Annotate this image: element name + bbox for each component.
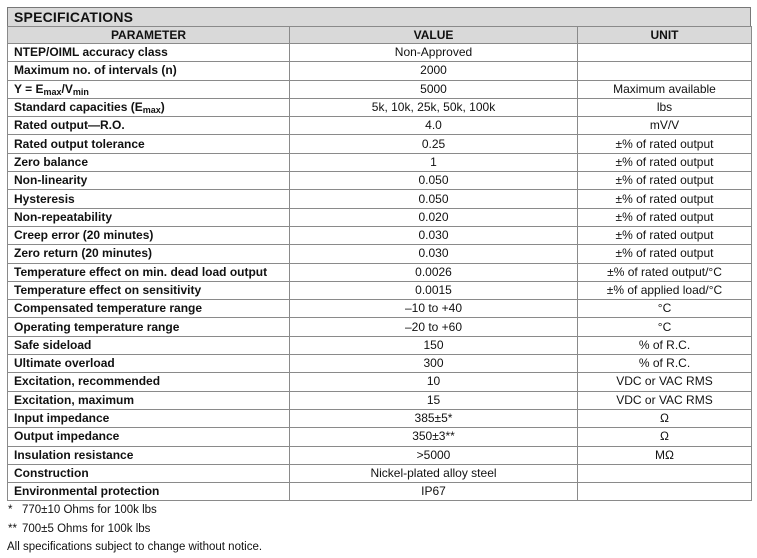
row-unit xyxy=(578,44,752,62)
footnote-text: 770±10 Ohms for 100k lbs xyxy=(22,504,157,516)
table-body xyxy=(8,44,752,501)
specifications-panel xyxy=(7,7,751,501)
footnote-2 xyxy=(8,522,150,537)
row-value: 1 xyxy=(290,153,578,171)
row-value: 0.0015 xyxy=(290,281,578,299)
table-row xyxy=(8,300,752,318)
table-row xyxy=(8,190,752,208)
table-row xyxy=(8,172,752,190)
row-unit: ±% of rated output xyxy=(578,208,752,226)
row-value: 2000 xyxy=(290,62,578,80)
row-parameter: $Y = E_{max}/V_{min}$ xyxy=(8,80,290,98)
table-row xyxy=(8,336,752,354)
column-header-value: VALUE xyxy=(290,27,578,44)
row-unit: ±% of rated output xyxy=(578,172,752,190)
row-value: 150 xyxy=(290,336,578,354)
row-unit: Ω xyxy=(578,428,752,446)
row-parameter: Safe sideload xyxy=(8,336,290,354)
row-value: 5k, 10k, 25k, 50k, 100k xyxy=(290,98,578,116)
row-unit: Ω xyxy=(578,409,752,427)
row-parameter: Temperature effect on sensitivity xyxy=(8,281,290,299)
table-row xyxy=(8,245,752,263)
footnote-text: 700±5 Ohms for 100k lbs xyxy=(22,523,151,535)
row-parameter: Hysteresis xyxy=(8,190,290,208)
table-row xyxy=(8,446,752,464)
footnote-mark: * xyxy=(8,504,13,516)
table-row xyxy=(8,281,752,299)
row-unit: VDC or VAC RMS xyxy=(578,391,752,409)
row-value: Nickel-plated alloy steel xyxy=(290,464,578,482)
row-value: –20 to +60 xyxy=(290,318,578,336)
table-row xyxy=(8,226,752,244)
specifications-table xyxy=(7,26,752,501)
table-row xyxy=(8,464,752,482)
table-row xyxy=(8,153,752,171)
table-row xyxy=(8,483,752,501)
row-parameter: Non-repeatability xyxy=(8,208,290,226)
row-unit xyxy=(578,62,752,80)
row-parameter: Excitation, recommended xyxy=(8,373,290,391)
row-unit: VDC or VAC RMS xyxy=(578,373,752,391)
row-value: 300 xyxy=(290,355,578,373)
row-unit: lbs xyxy=(578,98,752,116)
row-value: 15 xyxy=(290,391,578,409)
row-value: 0.030 xyxy=(290,226,578,244)
table-row xyxy=(8,117,752,135)
row-unit: ±% of rated output xyxy=(578,245,752,263)
row-value: 385±5* xyxy=(290,409,578,427)
table-row xyxy=(8,355,752,373)
row-parameter: Rated output—R.O. xyxy=(8,117,290,135)
row-unit: °C xyxy=(578,318,752,336)
row-unit: °C xyxy=(578,300,752,318)
table-row xyxy=(8,318,752,336)
row-parameter: Maximum no. of intervals (n) xyxy=(8,62,290,80)
row-value: 0.0026 xyxy=(290,263,578,281)
row-parameter: Insulation resistance xyxy=(8,446,290,464)
table-row xyxy=(8,62,752,80)
row-unit: ±% of rated output xyxy=(578,135,752,153)
table-row xyxy=(8,44,752,62)
table-row xyxy=(8,98,752,116)
row-parameter: Standard capacities $(E_{max})$ xyxy=(8,98,290,116)
table-header-row xyxy=(8,27,752,44)
disclaimer: All specifications subject to change without notice. xyxy=(7,541,263,553)
row-value: 10 xyxy=(290,373,578,391)
table-row xyxy=(8,263,752,281)
row-parameter: Creep error (20 minutes) xyxy=(8,226,290,244)
row-parameter: Rated output tolerance xyxy=(8,135,290,153)
row-value: 4.0 xyxy=(290,117,578,135)
row-unit: ±% of applied load/°C xyxy=(578,281,752,299)
row-value: >5000 xyxy=(290,446,578,464)
specifications-title: SPECIFICATIONS xyxy=(14,9,134,25)
row-parameter: Temperature effect on min. dead load output xyxy=(8,263,290,281)
table-row xyxy=(8,135,752,153)
row-parameter: Operating temperature range xyxy=(8,318,290,336)
column-header-unit: UNIT xyxy=(578,27,752,44)
row-unit xyxy=(578,483,752,501)
row-parameter: Excitation, maximum xyxy=(8,391,290,409)
table-row xyxy=(8,208,752,226)
row-parameter: Output impedance xyxy=(8,428,290,446)
row-value: 0.050 xyxy=(290,190,578,208)
row-unit: Maximum available xyxy=(578,80,752,98)
row-value: 0.050 xyxy=(290,172,578,190)
row-unit: mV/V xyxy=(578,117,752,135)
row-parameter: Construction xyxy=(8,464,290,482)
row-value: IP67 xyxy=(290,483,578,501)
row-parameter: Non-linearity xyxy=(8,172,290,190)
table-row xyxy=(8,409,752,427)
row-value: 0.020 xyxy=(290,208,578,226)
row-parameter: Environmental protection xyxy=(8,483,290,501)
row-unit: ±% of rated output xyxy=(578,226,752,244)
row-parameter: Compensated temperature range xyxy=(8,300,290,318)
row-parameter: Zero balance xyxy=(8,153,290,171)
row-unit: % of R.C. xyxy=(578,336,752,354)
table-row xyxy=(8,391,752,409)
row-value: 0.25 xyxy=(290,135,578,153)
footnote-mark: ** xyxy=(8,523,17,535)
row-unit: ±% of rated output/°C xyxy=(578,263,752,281)
row-parameter: Ultimate overload xyxy=(8,355,290,373)
row-value: Non-Approved xyxy=(290,44,578,62)
row-unit: MΩ xyxy=(578,446,752,464)
row-parameter: Zero return (20 minutes) xyxy=(8,245,290,263)
row-unit: % of R.C. xyxy=(578,355,752,373)
row-value: 350±3** xyxy=(290,428,578,446)
row-unit: ±% of rated output xyxy=(578,153,752,171)
row-unit xyxy=(578,464,752,482)
row-parameter: Input impedance xyxy=(8,409,290,427)
footnote-1 xyxy=(8,503,157,518)
row-value: –10 to +40 xyxy=(290,300,578,318)
row-parameter: NTEP/OIML accuracy class xyxy=(8,44,290,62)
column-header-parameter: PARAMETER xyxy=(8,27,290,44)
table-row xyxy=(8,80,752,98)
row-value: 5000 xyxy=(290,80,578,98)
row-value: 0.030 xyxy=(290,245,578,263)
table-row xyxy=(8,428,752,446)
specifications-title-bar xyxy=(7,7,751,26)
table-row xyxy=(8,373,752,391)
row-unit: ±% of rated output xyxy=(578,190,752,208)
